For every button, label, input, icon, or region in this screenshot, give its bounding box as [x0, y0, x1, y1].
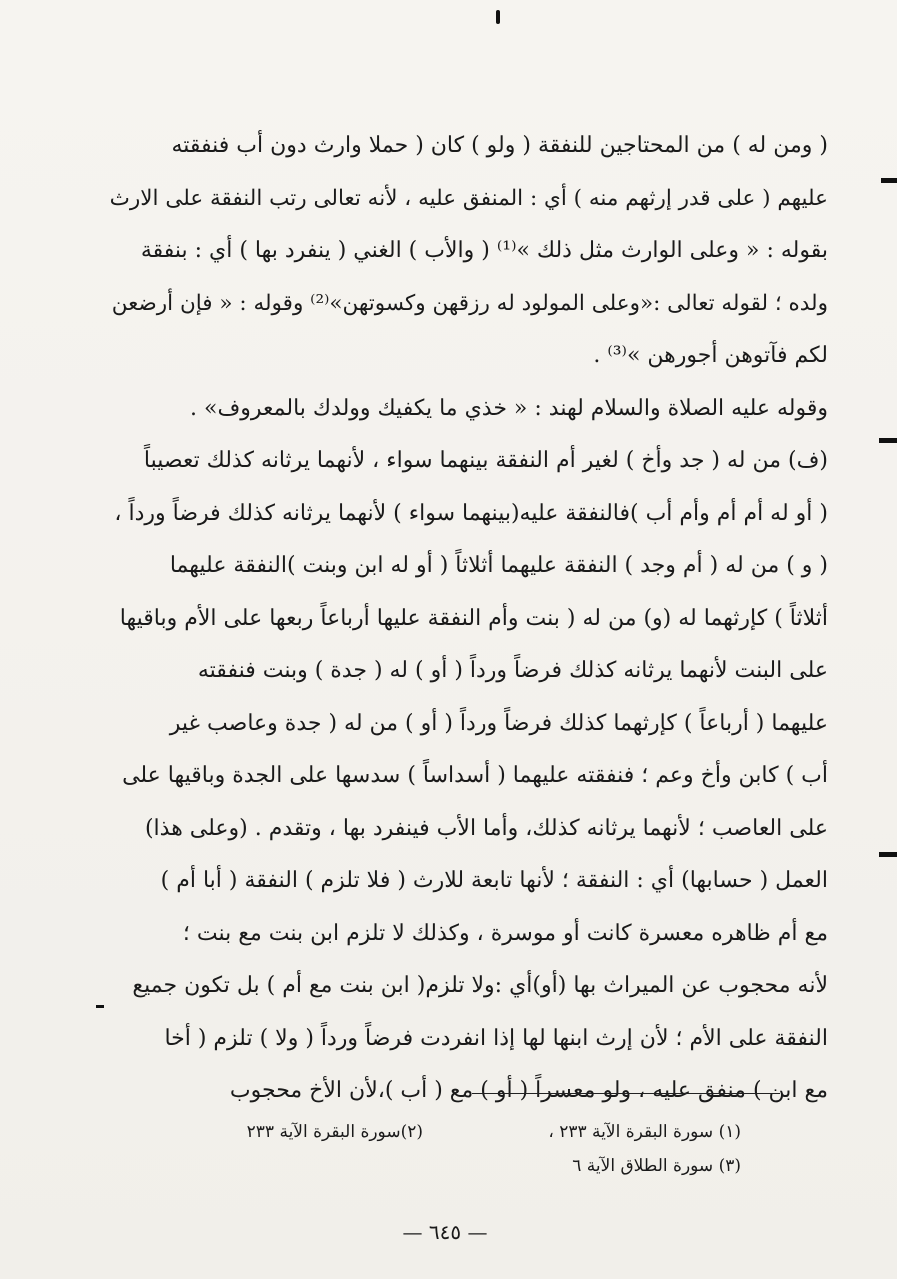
- text-line: عليهما ( أرباعاً ) كإرثهما كذلك فرضاً ورداً ( أو ) من له ( جدة وعاصب غير: [169, 710, 828, 736]
- text-line: وقوله عليه الصلاة والسلام لهند : « خذي ما يكفيك وولدك بالمعروف» .: [190, 395, 828, 421]
- main-text: [108, 120, 828, 1118]
- text-line: بقوله : « وعلى الوارث مثل ذلك »⁽¹⁾ ( والأب ) الغني ( ينفرد بها ) أي : بنفقة: [140, 238, 828, 263]
- text-line: على البنت لأنهما يرثانه كذلك فرضاً ورداً ( أو ) له ( جدة ) وبنت فنفقته: [197, 658, 828, 683]
- footnote-3: (٣) سورة الطلاق الآية ٦: [572, 1156, 741, 1176]
- text-line: العمل ( حسابها) أي : النفقة ؛ لأنها تابعة للارث ( فلا تلزم ) النفقة ( أبا أم ): [160, 868, 828, 893]
- text-line: أب ) كابن وأخ وعم ؛ فنفقته عليهما ( أسداساً ) سدسها على الجدة وباقيها على: [122, 763, 828, 788]
- footnote-separator: [472, 1093, 780, 1094]
- text-line: مع ابن ) منفق عليه ، ولو معسراً ( أو ) مع ( أب )،لأن الأخ محجوب: [229, 1078, 828, 1103]
- scan-mark-left: [96, 1005, 104, 1008]
- footnote-2: (٢)سورة البقرة الآية ٢٣٣: [246, 1122, 423, 1142]
- scan-mark-right-1: [881, 178, 897, 183]
- scan-mark-right-3: [879, 852, 897, 857]
- text-line: أثلاثاً ) كإرثهما له (و) من له ( بنت وأم النفقة عليها أرباعاً ربعها على الأم وباقيها: [119, 605, 828, 631]
- text-line: ولده ؛ لقوله تعالى :«وعلى المولود له رزقهن وكسوتهن»⁽²⁾ وقوله : « فإن أرضعن: [111, 290, 828, 316]
- text-line: لكم فآتوهن أجورهن »⁽³⁾ .: [593, 343, 828, 368]
- page-number: — ٦٤٥ —: [402, 1220, 488, 1244]
- text-line: (ف) من له ( جد وأخ ) لغير أم النفقة بينهما سواء ، لأنهما يرثانه كذلك تعصيباً: [143, 448, 828, 473]
- text-line: ( أو له أم أم وأم أب )فالنفقة عليه(بينهما سواء ) لأنهما يرثانه كذلك فرضاً ورداً ،: [114, 500, 828, 526]
- scan-mark-right-2: [879, 438, 897, 443]
- footnotes: [196, 1118, 741, 1188]
- text-line: ( ومن له ) من المحتاجين للنفقة ( ولو ) كان ( حملا وارث دون أب فنفقته: [171, 133, 828, 158]
- text-line: ( و ) من له ( أم وجد ) النفقة عليهما أثلاثاً ( أو له ابن وبنت )النفقة عليهما: [169, 553, 828, 578]
- scan-mark-top: [496, 10, 500, 24]
- text-line: عليهم ( على قدر إرثهم منه ) أي : المنفق عليه ، لأنه تعالى رتب النفقة على الارث: [109, 185, 828, 211]
- text-line: مع أم ظاهره معسرة كانت أو موسرة ، وكذلك لا تلزم ابن بنت مع بنت ؛: [182, 920, 828, 946]
- text-line: النفقة على الأم ؛ لأن إرث ابنها لها إذا انفردت فرضاً ورداً ( ولا ) تلزم ( أخا: [164, 1025, 828, 1051]
- text-line: لأنه محجوب عن الميراث بها (أو)أي :ولا تلزم( ابن بنت مع أم ) بل تكون جميع: [132, 973, 828, 998]
- footnote-1: (١) سورة البقرة الآية ٢٣٣ ،: [548, 1122, 741, 1142]
- text-line: على العاصب ؛ لأنهما يرثانه كذلك، وأما الأب فينفرد بها ، وتقدم . (وعلى هذا): [144, 815, 828, 841]
